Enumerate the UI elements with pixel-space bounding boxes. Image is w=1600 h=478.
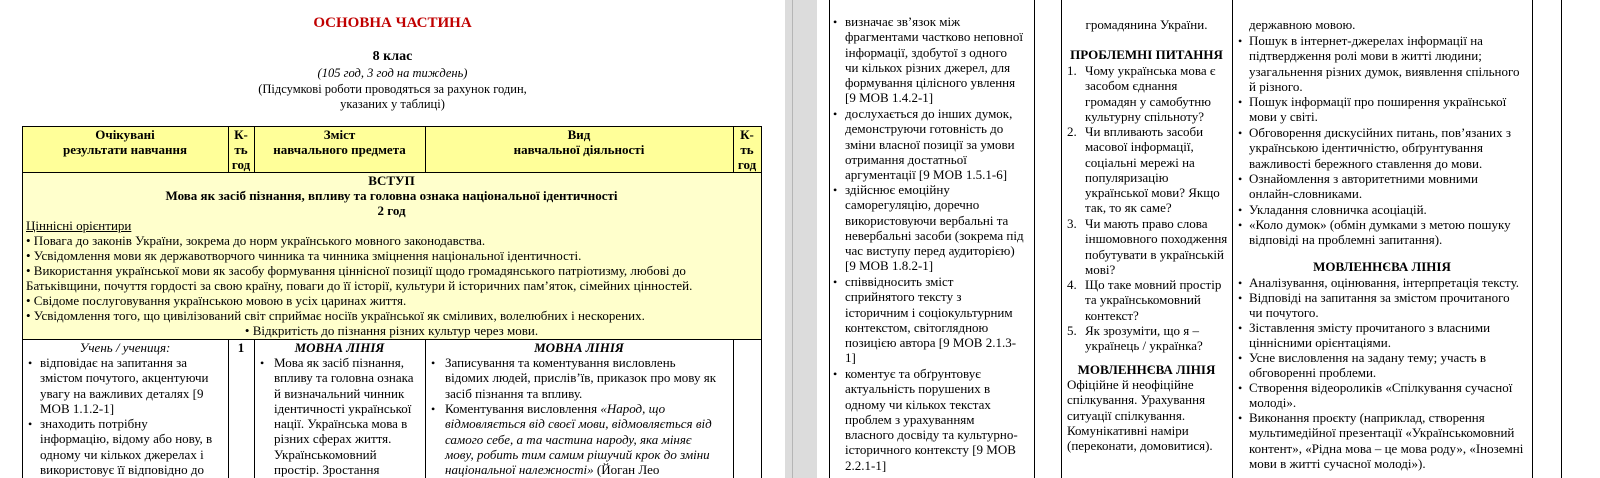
value-line: • Усвідомлення мови як державотворчого чинника та чинника зміцнення національної ідентичності. — [26, 248, 582, 263]
hours-note: (105 год, 3 год на тиждень) — [317, 66, 468, 80]
content-continuation: громадянина України. — [1085, 17, 1208, 32]
bullet-icon: • — [1238, 218, 1243, 232]
activity-item: «Коло думок» (обмін думками з метою пошуку відповіді на проблемні запитання). — [1249, 217, 1511, 248]
activity-continuation: державною мовою. — [1249, 17, 1356, 32]
bullet-icon: • — [1238, 321, 1243, 335]
activity-item: Усне висловлення на задану тему; участь в обговоренні проблеми. — [1249, 350, 1487, 381]
content-text: Мова як засіб пізнання, впливу та головна ознака й визначальний чинник ідентичності української нації. Українська мова в різних сферах життя. Українськомовний простір. Зростання — [274, 355, 414, 478]
bullet-icon: • — [431, 356, 436, 370]
value-line: • Свідоме послуговування українською мовою в усіх царинах життя. — [26, 293, 407, 308]
bullet-icon: • — [1238, 172, 1243, 186]
activity-item: Обговорення дискусійних питань, пов’язаних з українською ідентичністю, обґрунтування важливості бережного ставлення до мови. — [1249, 125, 1511, 171]
values-title: Ціннісні орієнтири — [26, 218, 132, 233]
bullet-icon: • — [833, 275, 838, 289]
left-page — [0, 0, 785, 478]
bullet-icon: • — [28, 356, 33, 370]
bullet-icon: • — [431, 402, 436, 416]
header-activity: Вид навчальної діяльності — [513, 127, 645, 157]
value-line: Батьківщини, почуття гордості за свою країну, поваги до її історії, культури й історичних пам’яток, сімейних цінностей. — [26, 278, 693, 293]
row-hours: 1 — [237, 340, 245, 355]
value-line: • Повага до законів України, зокрема до норм українського мовного законодавства. — [26, 233, 486, 248]
outcome-item: визначає зв’язок між фрагментами частково неповної інформації, здобутої з одного чи кількох різних джерел, для формування цілісного увлення [9 МОВ 1.4.2-1] — [845, 14, 1023, 106]
speech-content: Офіційне й неофіційне спілкування. Урахування ситуації спілкування. Комунікативні наміри (переконати, домовитися). — [1067, 377, 1213, 454]
problem-heading: ПРОБЛЕМНІ ПИТАННЯ — [1070, 47, 1223, 62]
intro-hours: 2 год — [377, 203, 406, 218]
problem-question: Як зрозуміти, що я – українець / українка? — [1085, 323, 1203, 354]
activity-heading: МОВНА ЛІНІЯ — [534, 340, 624, 355]
note-line2: указаних у таблиці) — [340, 97, 445, 111]
bullet-icon: • — [833, 183, 838, 197]
problem-question: Що таке мовний простір та українськомовний контекст? — [1085, 277, 1222, 323]
activity-item: Пошук в інтернет-джерелах інформації на підтвердження ролі мови в житті людини; узагальнення різних думок, виявлення спільного й різного. — [1249, 33, 1520, 94]
page-divider — [792, 0, 793, 478]
bullet-icon: • — [833, 367, 838, 381]
bullet-icon: • — [833, 15, 838, 29]
note-line1: (Підсумкові роботи проводяться за рахунок годин, — [258, 82, 527, 96]
activity-item: Створення відеороликів «Спілкування сучасної молоді». — [1249, 380, 1513, 411]
problem-question: Чому українська мова є засобом єднання громадян у самобутню культурну спільноту? — [1085, 63, 1216, 124]
question-number: 5. — [1067, 323, 1077, 338]
activity-item: Пошук інформації про поширення української мови у світі. — [1249, 94, 1507, 125]
section-title: ОСНОВНА ЧАСТИНА — [313, 15, 472, 31]
student-label: Учень / учениця: — [79, 340, 171, 355]
activity-item: Виконання проєкту (наприклад, створення мультимедійної презентації «Українськомовний контент», «Рідна мова – це мова роду», «Іноземні мови в житті сучасної молоді»). — [1249, 410, 1524, 471]
bullet-icon: • — [1238, 351, 1243, 365]
question-number: 1. — [1067, 63, 1077, 78]
activity-item: Аналізування, оцінювання, інтерпретація тексту. — [1249, 275, 1520, 290]
bullet-icon: • — [1238, 411, 1243, 425]
outcome-item: знаходить потрібну інформацію, відому або нову, в одному чи кількох джерелах і використовує її відповідно до — [40, 416, 213, 477]
speech-heading: МОВЛЕННЄВА ЛІНІЯ — [1313, 259, 1451, 274]
bullet-icon: • — [1238, 276, 1243, 290]
bullet-icon: • — [1238, 291, 1243, 305]
activity-item: Укладання словничка асоціацій. — [1249, 202, 1427, 217]
bullet-icon: • — [1238, 126, 1243, 140]
bullet-icon: • — [260, 356, 265, 370]
activity-item: Записування та коментування висловлень відомих людей, прислів’їв, приказок про мову як засіб пізнання та впливу. — [445, 355, 717, 401]
header-outcomes: Очікувані результати навчання — [63, 127, 187, 157]
question-number: 3. — [1067, 216, 1077, 231]
outcome-item: здійснює емоційну саморегуляцію, доречно використовуючи вербальні та невербальні засоби (зокрема під час виступу перед аудиторією) [9 МОВ 1.8.2-1] — [845, 182, 1024, 274]
intro-heading: ВСТУП — [368, 173, 415, 188]
bullet-icon: • — [28, 417, 33, 431]
value-line: • Відкритість до пізнання різних культур через мови. — [244, 323, 539, 338]
bullet-icon: • — [1238, 203, 1243, 217]
bullet-icon: • — [1238, 95, 1243, 109]
bullet-icon: • — [833, 107, 838, 121]
activity-item: Зіставлення змісту прочитаного з власними ціннісними орієнтаціями. — [1249, 320, 1491, 351]
outcome-item: дослухається до інших думок, демонструючи готовність до зміни власної позиції за умови отримання достатньої аргументації [9 МОВ 1.5.1-6] — [845, 106, 1015, 183]
activity-item: Коментування висловлення «Народ, що відмовляється від своєї мови, відмовляється від самого себе, а та частина народу, яка міняє мову, робить тим самим рішучий крок до зміни національної належності» (Йоган Лео — [445, 401, 712, 478]
question-number: 2. — [1067, 124, 1077, 139]
activity-item: Відповіді на запитання за змістом прочитаного чи почутого. — [1249, 290, 1510, 321]
outcome-item: відповідає на запитання за змістом почутого, акцентуючи увагу на важливих деталях [9 МОВ 1.1.2-1] — [40, 355, 209, 416]
page-gap — [785, 0, 817, 478]
header-content: Зміст навчального предмета — [273, 127, 406, 157]
bullet-icon: • — [1238, 381, 1243, 395]
header-hours-1: К- ть год — [231, 127, 251, 172]
question-number: 4. — [1067, 277, 1077, 292]
right-page — [817, 0, 1600, 478]
outcome-item: співвідносить зміст сприйнятого тексту з історичним і соціокультурним контекстом, світоглядною позицією автора [9 МОВ 2.1.3- 1] — [845, 274, 1017, 366]
header-hours-2: К- ть год — [737, 127, 757, 172]
content-heading: МОВНА ЛІНІЯ — [294, 340, 385, 355]
value-line: • Усвідомлення того, що цивілізований світ сприймає носіїв української як сміливих, волелюбних і нескорених. — [26, 308, 645, 323]
problem-question: Чи впливають засоби масової інформації, соціальні мережі на популяризацію української мови? Якщо так, то як саме? — [1085, 124, 1220, 216]
activity-item: Ознайомлення з авторитетними мовними онлайн-словниками. — [1249, 171, 1478, 202]
outcome-item: коментує та обґрунтовує актуальність порушених в одному чи кількох текстах проблем з урахуванням власного досвіду та культурно- історичного контексту [9 МОВ 2.2.1-1] — [845, 366, 1018, 473]
bullet-icon: • — [1238, 34, 1243, 48]
intro-subheading: Мова як засіб пізнання, впливу та головна ознака національної ідентичності — [165, 188, 618, 203]
problem-question: Чи мають право слова іншомовного походження побутувати в українській мові? — [1085, 216, 1228, 277]
grade-title: 8 клас — [372, 49, 413, 64]
value-line: • Використання української мови як засобу формування ціннісної позиції щодо громадянського патріотизму, любові до — [26, 263, 686, 278]
speech-heading: МОВЛЕННЄВА ЛІНІЯ — [1077, 362, 1216, 377]
